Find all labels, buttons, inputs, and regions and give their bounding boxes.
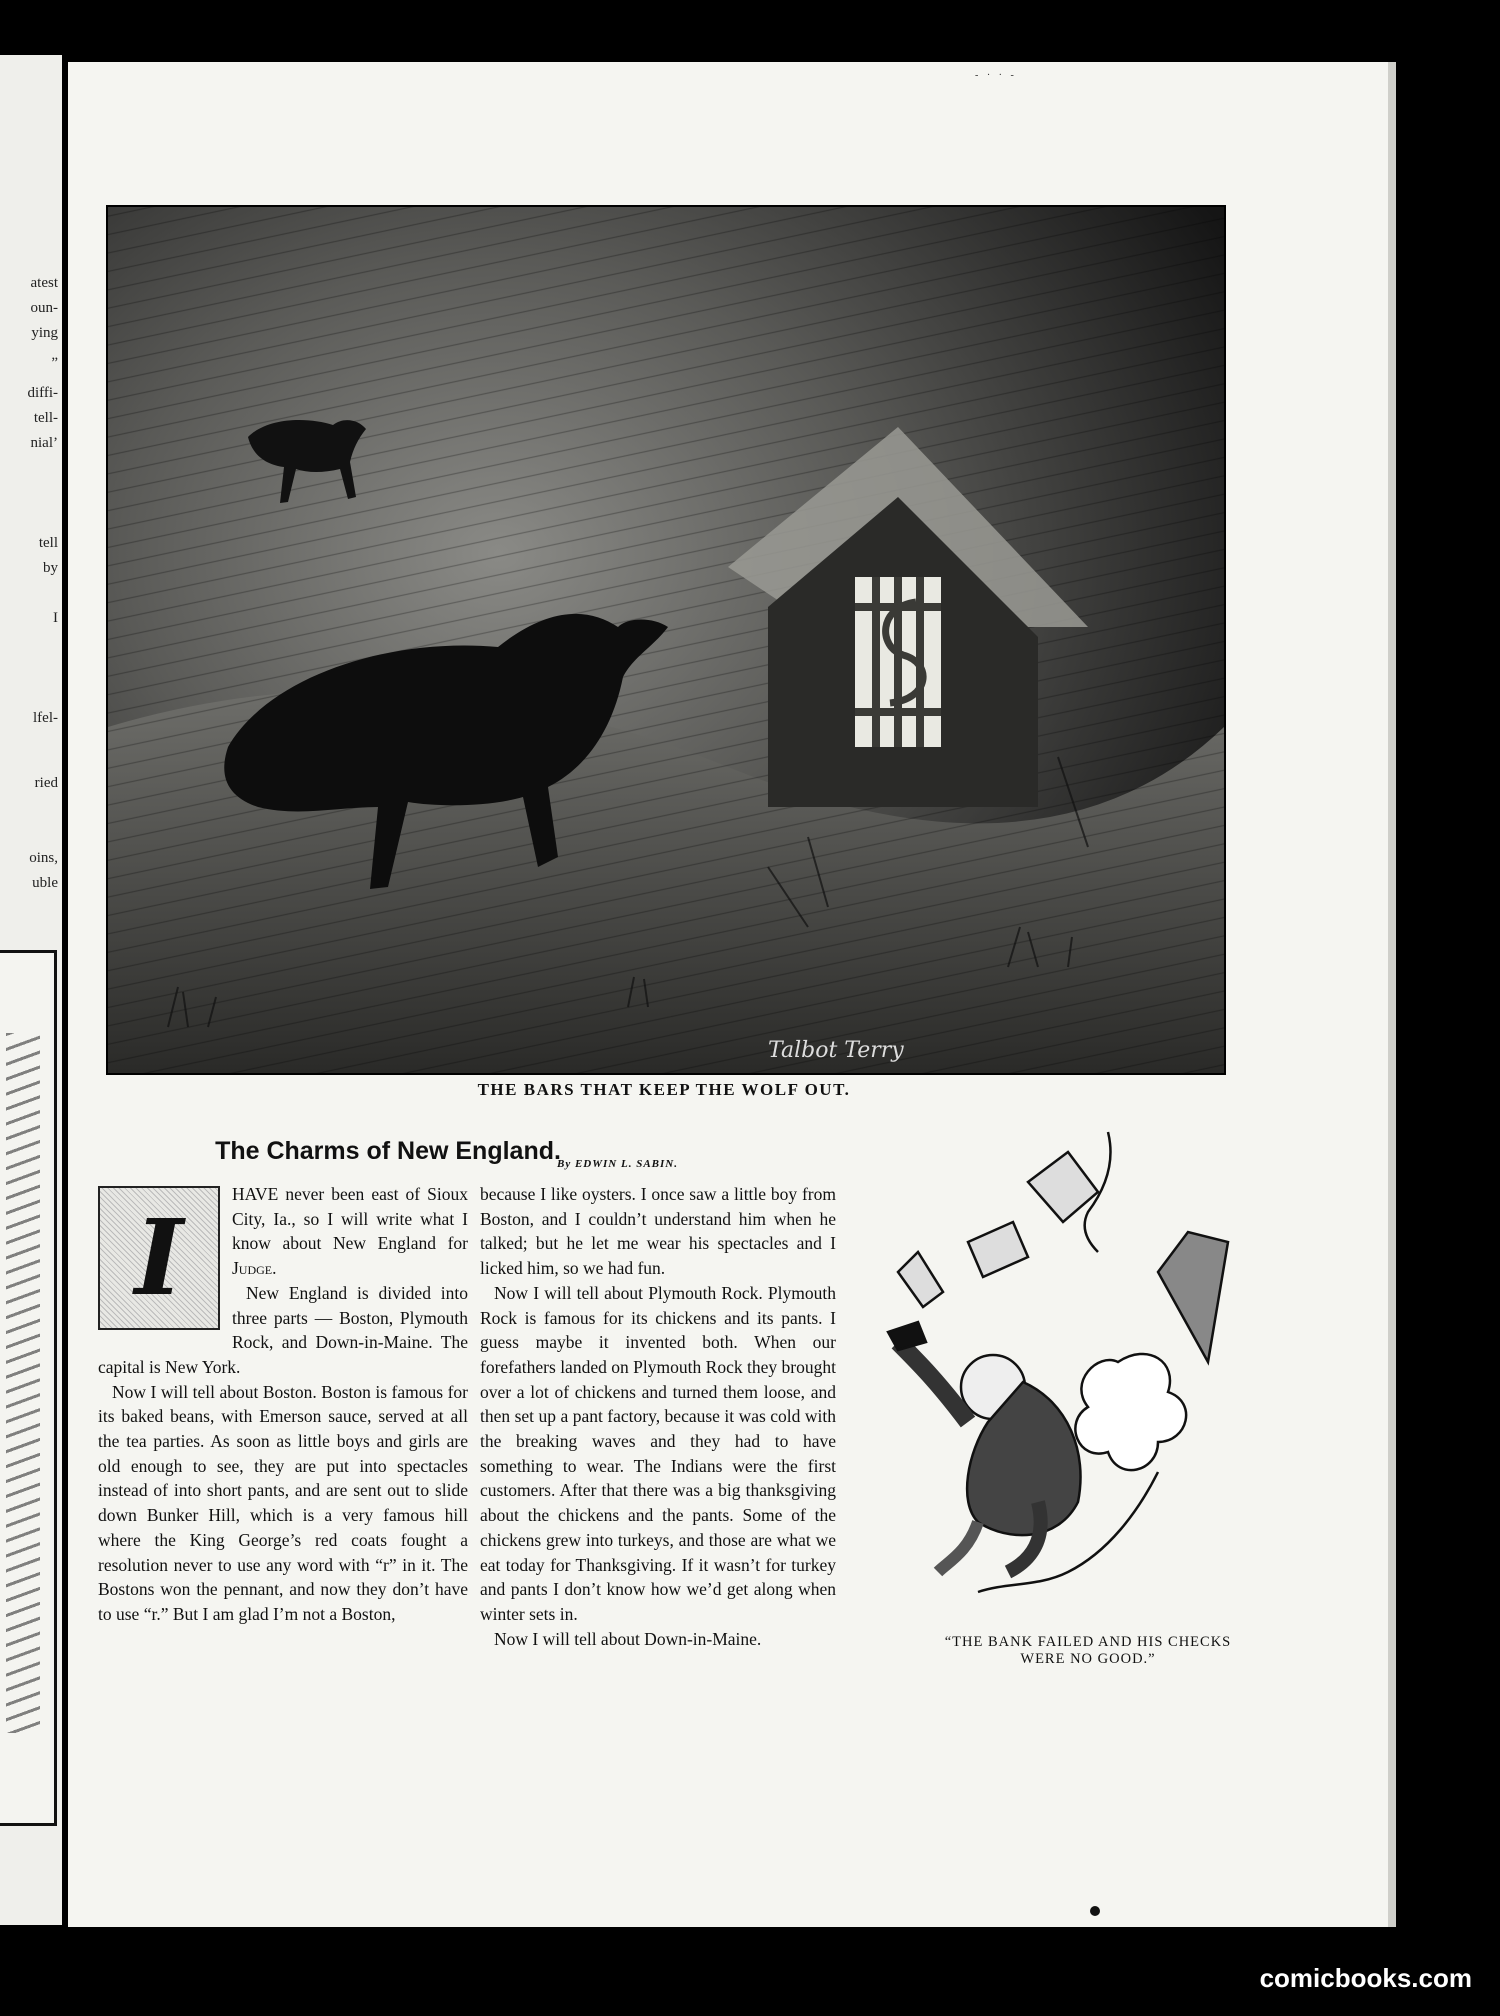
cartoon-caption — [858, 1634, 1318, 1668]
left-page-fragment: diffi- — [27, 385, 58, 401]
illustration-caption: THE BARS THAT KEEP THE WOLF OUT. — [477, 1080, 851, 1099]
print-mark: - · · - — [975, 70, 1017, 81]
falling-man-cartoon — [858, 1122, 1318, 1612]
left-page-fragment: uble — [32, 875, 58, 891]
previous-page-edge — [0, 55, 62, 1925]
site-watermark: comicbooks.com — [1259, 1963, 1472, 1993]
wolf-illustration — [106, 205, 1226, 1075]
article-column-2 — [480, 1182, 836, 1651]
article-paragraph: Now I will tell about Plymouth Rock. Plymouth Rock is famous for its chickens and its pants. I guess maybe it invented both. When our forefathers landed on Plymouth Rock they brought over a lot of chickens and turned them loose, and then set up a pant factory, because it was cold with the breaking waves and they had to have something to wear. The Indians were the first customers. After that there was a big thanksgiving about the chickens and the pants. Some of the chickens grew into turkeys, and those are what we eat today for Thanksgiving. If it wasn’t for turkey and pants I don’t know how we’d get along when winter sets in. — [480, 1282, 836, 1624]
article-title: The Charms of New England. — [215, 1136, 561, 1165]
left-page-fragment: tell — [38, 535, 58, 551]
left-page-fragment: nial’ — [30, 435, 58, 451]
print-dot — [1090, 1906, 1100, 1916]
left-page-fragment: oins, — [29, 850, 58, 866]
article-paragraph: because I like oysters. I once saw a little boy from Boston, and I couldn’t understand him when he talked; but he let me wear his spectacles and I licked him, so we had fun. — [480, 1184, 836, 1279]
left-page-fragment: ried — [34, 775, 58, 791]
drop-cap-letter: I — [134, 1195, 184, 1319]
magazine-name: Judge — [232, 1258, 273, 1279]
left-page-fragment: ying — [31, 325, 58, 341]
left-page-fragment: atest — [30, 275, 58, 291]
decorative-initial — [98, 1186, 220, 1330]
paragraph-text: HAVE never been east of Sioux City, Ia., so I will write what I know about New England for — [232, 1184, 468, 1254]
page-edge — [1388, 62, 1396, 1927]
wolf-scene-drawing — [108, 207, 1224, 1073]
left-page-fragment: I — [53, 610, 58, 626]
left-page-fragment: ” — [51, 355, 58, 371]
left-page-fragment: lfel- — [33, 710, 58, 726]
cartoon-drawing — [858, 1122, 1318, 1612]
article-paragraph: Now I will tell about Down-in-Maine. — [494, 1628, 762, 1649]
left-page-cartoon-frame — [0, 950, 57, 1826]
artist-signature: Talbot Terry — [768, 1038, 904, 1063]
cartoon-caption-line: WERE NO GOOD.” — [1020, 1651, 1156, 1667]
article-paragraph: Now I will tell about Boston. Boston is famous for its baked beans, with Emerson sauce, served at all the tea parties. As soon as little boys and girls are old enough to see, they are put into spectacles instead of into short pants, and are sent out to slide down Bunker Hill, which is a very famous hill where the King George’s red coats fought a resolution never to use any word with “r” in it. The Bostons won the pennant, and now they don’t have to use “r.” But I am glad I’m not a Boston, — [98, 1381, 468, 1624]
cartoon-caption-line: “THE BANK FAILED AND HIS CHECKS — [944, 1634, 1232, 1650]
left-page-fragment: by — [43, 560, 58, 576]
article-column-1 — [98, 1182, 468, 1627]
article-byline: By EDWIN L. SABIN. — [557, 1158, 678, 1170]
magazine-page — [68, 62, 1388, 1927]
left-page-fragment: tell- — [33, 410, 58, 426]
article-paragraph: New England is divided into three parts — Boston, Plymouth Rock, and Down-in-Maine. The capital is New York. — [98, 1282, 468, 1377]
paragraph-text: . — [272, 1258, 277, 1279]
left-page-fragment: oun- — [30, 300, 58, 316]
